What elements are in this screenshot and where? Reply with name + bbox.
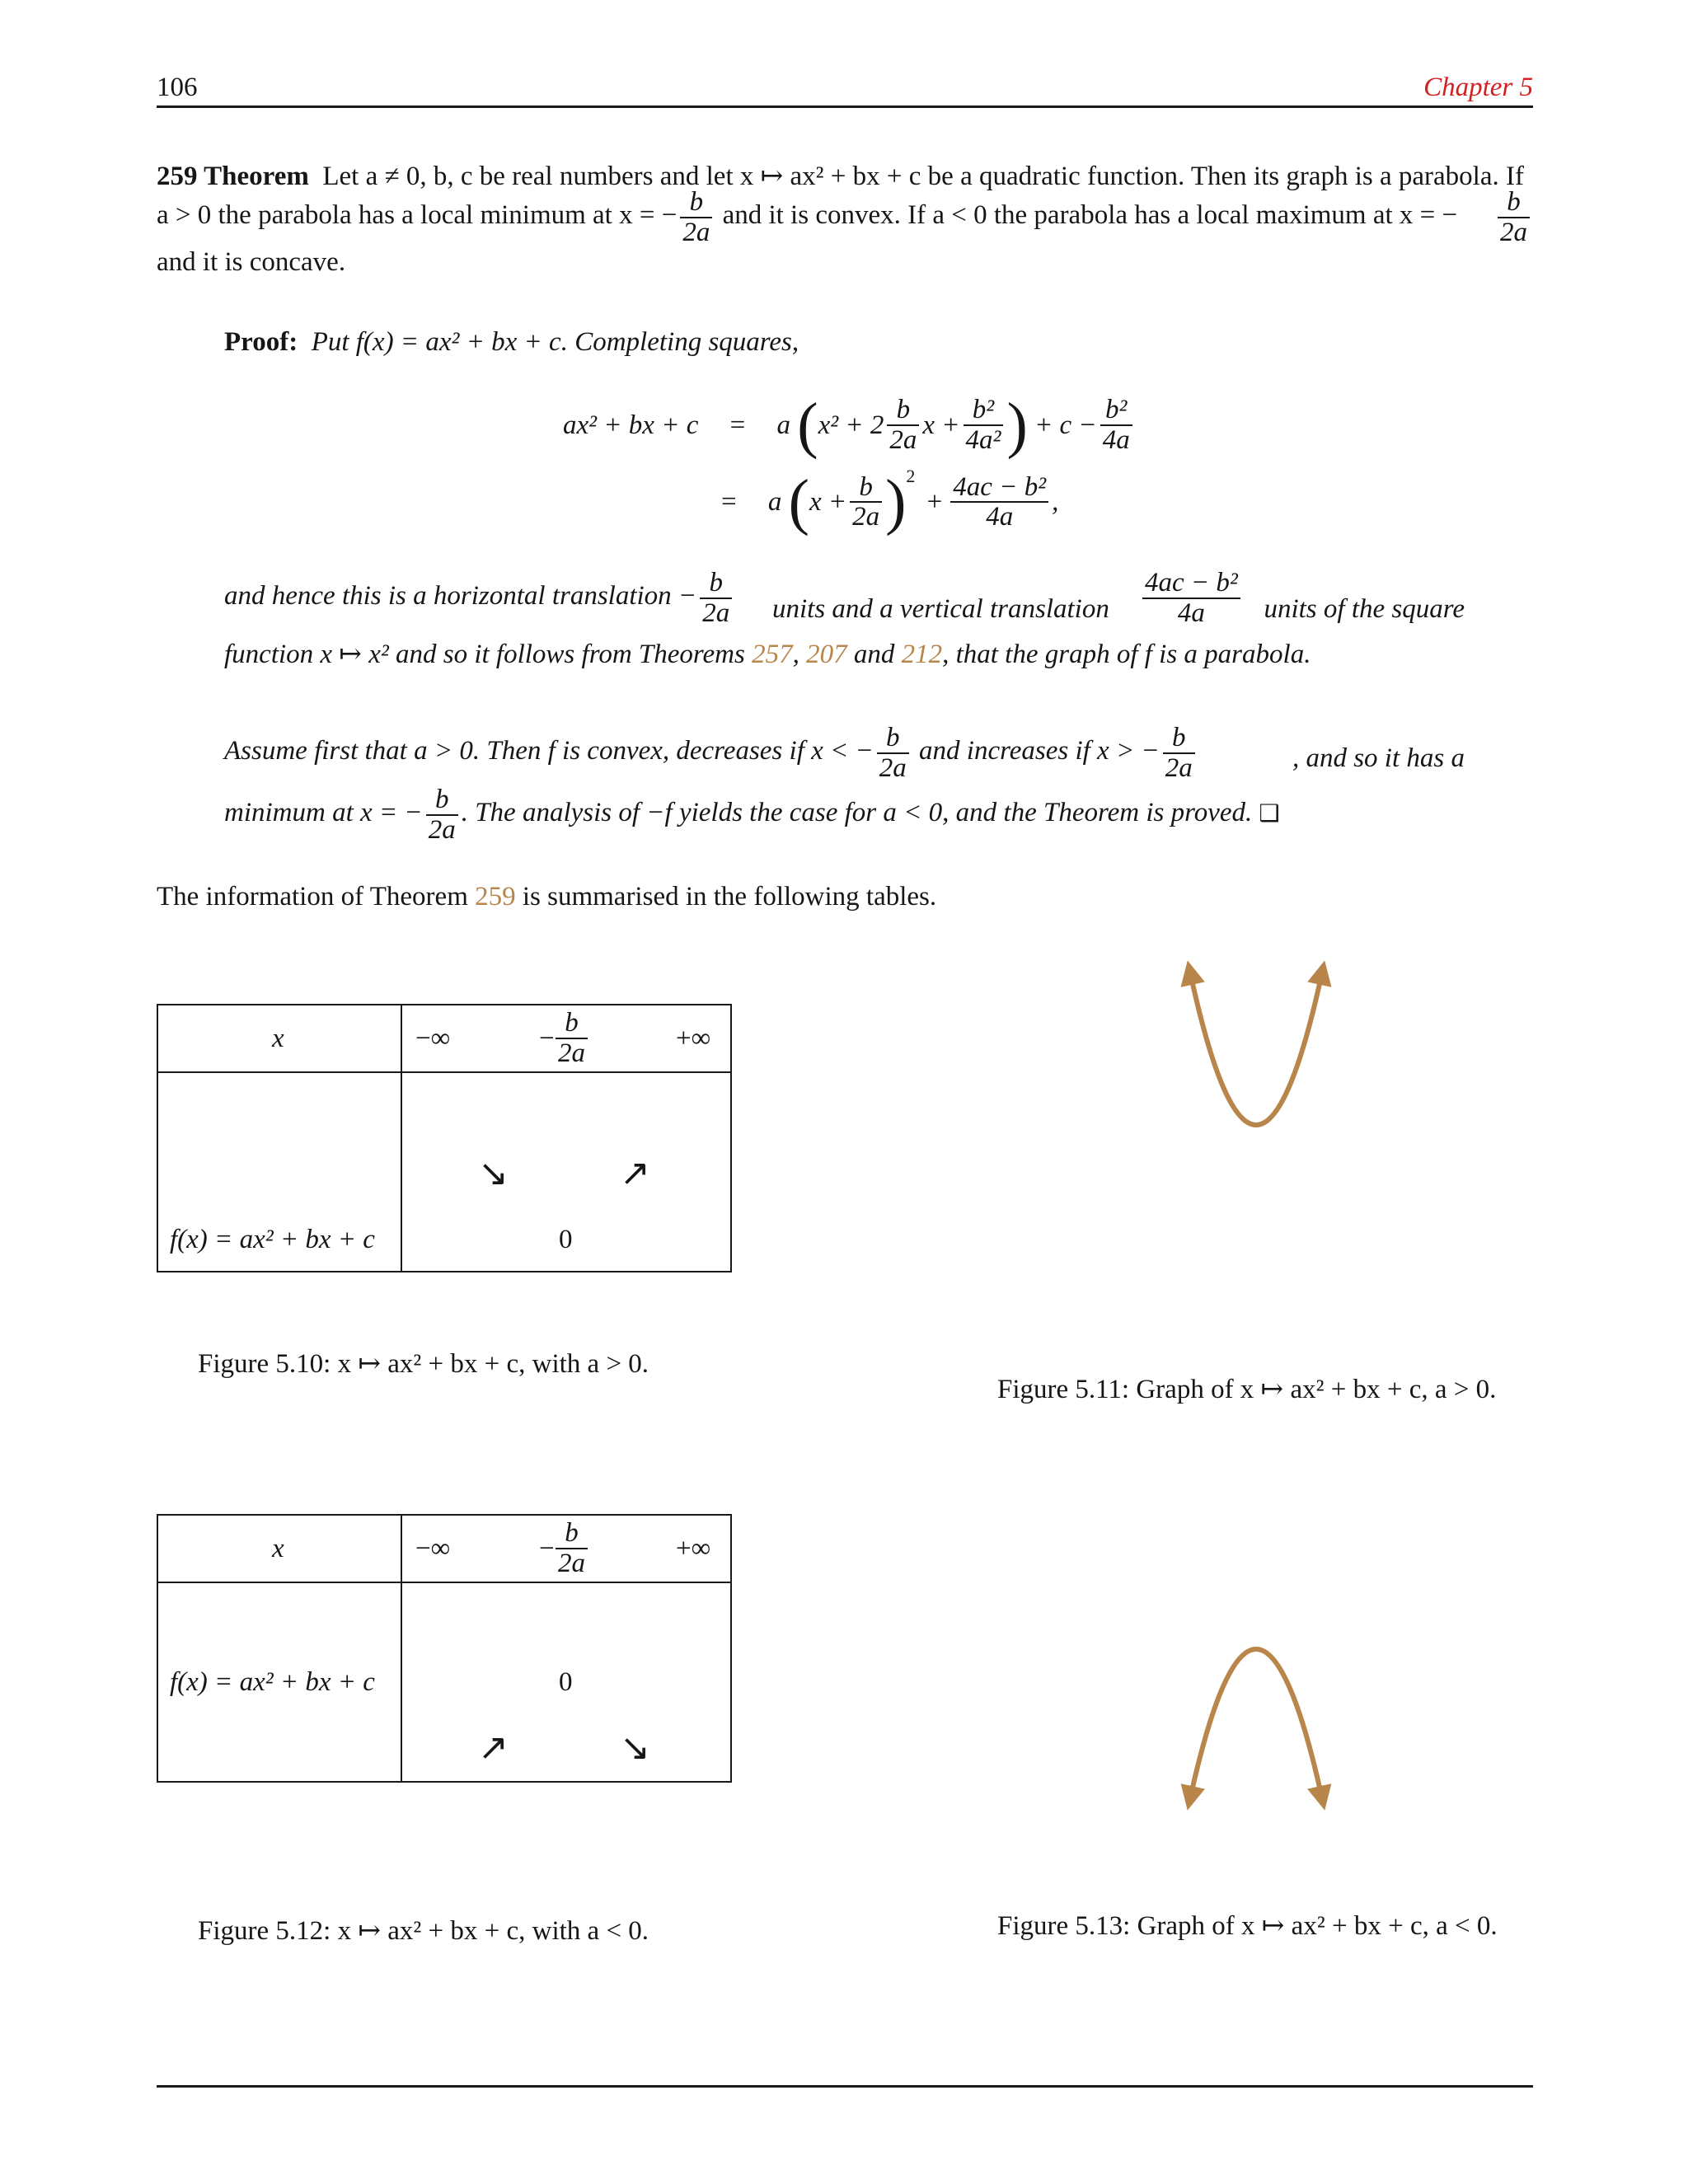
summary-line <box>157 882 936 912</box>
eq-sign-1: = <box>729 410 746 440</box>
eq2-frac-b-2a: $\frac{b}{2a}$ <box>850 473 882 532</box>
eq-sign-2: = <box>721 486 737 517</box>
trans-line2-a: function x ↦ x² and so it follows from Theorems <box>224 640 745 669</box>
min-text-a: minimum at x = − <box>224 798 423 828</box>
table1-pos-inf: +∞ <box>676 1024 711 1053</box>
table2-pos-inf: +∞ <box>676 1534 711 1563</box>
eq2-exp: 2 <box>906 466 916 486</box>
trans-frac-b-2a: $\frac{b}{2a}$ <box>700 569 732 627</box>
eq1-inner: x² + 2 <box>818 410 884 440</box>
assume-text-a: Assume first that a > 0. Then f is convex, decreases if x < − <box>224 736 874 766</box>
parabola-down-curve <box>1190 1649 1322 1798</box>
table2-minus: − <box>539 1534 555 1563</box>
eq-lhs: ax² + bx + c <box>563 410 699 440</box>
figure-5-11-caption: Figure 5.11: Graph of x ↦ ax² + bx + c, a > 0. <box>997 1375 1497 1404</box>
translation-line-1 <box>224 569 1465 627</box>
eq2-plus: + <box>926 486 943 517</box>
trans-text-c: units of the square <box>1264 594 1465 624</box>
assume-text-c: , and so it has a <box>1292 743 1465 773</box>
table2-crit-frac: $\frac{b}{2a}$ <box>556 1519 588 1577</box>
table2-zero: 0 <box>559 1667 573 1697</box>
eq1-frac-b-2a: $\frac{b}{2a}$ <box>887 396 919 454</box>
eq1-open-paren: ( <box>797 391 818 460</box>
eq1-x: x + <box>922 410 960 440</box>
qed-symbol: ❑ <box>1259 799 1280 827</box>
assume-line <box>224 724 1465 782</box>
assume-frac-2: $\frac{b}{2a}$ <box>1163 724 1195 782</box>
parabola-down-graph <box>1154 1615 1368 1830</box>
eq1-close-paren: ) <box>1006 391 1028 460</box>
theorem-frac-1: $\frac{b}{2a}$ <box>680 188 712 246</box>
eq2-a: a <box>767 486 782 517</box>
theorem-ref-212[interactable]: 212 <box>901 640 943 669</box>
figure-5-13-caption: Figure 5.13: Graph of x ↦ ax² + bx + c, a < 0. <box>997 1911 1498 1941</box>
min-text-b: . The analysis of −f yields the case for a < 0, and the Theorem is proved. <box>461 798 1253 828</box>
translation-line-2: function x ↦ x² and so it follows from Theorems 257, 207 and 212, that the graph of f is a parabola. <box>224 640 1311 669</box>
equation-line-2 <box>721 466 1059 537</box>
table2-x-label: x <box>272 1534 284 1563</box>
parabola-up-graph <box>1154 948 1368 1162</box>
theorem-text-2a: a > 0 the parabola has a local minimum at x = − <box>157 200 678 231</box>
eq2-comma: , <box>1052 486 1059 517</box>
theorem-label: 259 Theorem <box>157 162 309 191</box>
trans-frac-4acb2-4a: $\frac{\text{4ac − b²}}{4a}$ <box>1142 569 1240 627</box>
minimum-line <box>224 785 1280 844</box>
table1-f-label: f(x) = ax² + bx + c <box>170 1225 375 1254</box>
header-rule <box>157 105 1533 108</box>
page-number: 106 <box>157 73 198 102</box>
figure-5-10-caption: Figure 5.10: x ↦ ax² + bx + c, with a > 0. <box>198 1349 649 1379</box>
summary-before: The information of Theorem <box>157 882 468 912</box>
footer-rule <box>157 2085 1533 2088</box>
theorem-frac-2: $\frac{b}{2a}$ <box>1498 188 1530 246</box>
table2-f-label: f(x) = ax² + bx + c <box>170 1667 375 1697</box>
theorem-text-1: Let a ≠ 0, b, c be real numbers and let x ↦ ax² + bx + c be a quadratic function. Then its graph is a parabola. If <box>322 162 1524 191</box>
theorem-ref-207[interactable]: 207 <box>806 640 847 669</box>
table1-crit-frac: $\frac{b}{2a}$ <box>556 1009 588 1067</box>
assume-text-b: and increases if x > − <box>919 736 1160 766</box>
eq1-frac-b2-4a: $\frac{\text{b²}}{4a}$ <box>1100 396 1132 454</box>
parabola-up-curve <box>1190 972 1322 1125</box>
trans-text-b: units and a vertical translation <box>772 594 1109 624</box>
table1-zero: 0 <box>559 1225 573 1254</box>
table2-decrease-arrow: ↘ <box>620 1727 650 1769</box>
min-frac: $\frac{b}{2a}$ <box>426 785 458 844</box>
table1-increase-arrow: ↗ <box>620 1152 650 1194</box>
variation-table-2 <box>157 1514 732 1783</box>
figure-5-12-caption: Figure 5.12: x ↦ ax² + bx + c, with a < 0. <box>198 1916 649 1946</box>
table1-decrease-arrow: ↘ <box>478 1152 509 1194</box>
theorem-text-2b: and it is convex. If a < 0 the parabola has a local maximum at x = − <box>722 200 1458 231</box>
variation-table-1 <box>157 1004 732 1272</box>
table2-neg-inf: −∞ <box>415 1534 451 1563</box>
trans-line2-b: , that the graph of f is a parabola. <box>942 640 1311 669</box>
eq2-inner: x + <box>809 486 847 517</box>
table1-neg-inf: −∞ <box>415 1024 451 1053</box>
eq2-open-paren: ( <box>788 467 809 537</box>
theorem-line-2 <box>157 188 1533 246</box>
eq1-tail: + c − <box>1034 410 1097 440</box>
eq1-a: a <box>776 410 790 440</box>
eq2-frac-4acb2-4a: $\frac{\text{4ac − b²}}{4a}$ <box>950 473 1048 532</box>
table1-minus: − <box>539 1024 555 1053</box>
table1-col-divider <box>401 1005 402 1271</box>
trans-text-a: and hence this is a horizontal translation − <box>224 581 697 612</box>
proof-intro-text: Put f(x) = ax² + bx + c. Completing squares, <box>311 327 799 357</box>
theorem-line-3: and it is concave. <box>157 247 346 277</box>
theorem-line-1 <box>157 159 1524 192</box>
eq2-close-paren: ) <box>885 467 907 537</box>
table2-col-divider <box>401 1516 402 1781</box>
proof-intro <box>224 327 799 358</box>
table2-row-divider <box>158 1582 730 1583</box>
eq1-frac-b2-4a2: $\frac{\text{b²}}{\text{4a²}}$ <box>964 396 1004 454</box>
summary-after: is summarised in the following tables. <box>522 882 937 912</box>
table1-x-label: x <box>272 1024 284 1053</box>
table2-increase-arrow: ↗ <box>478 1727 509 1769</box>
chapter-title[interactable]: Chapter 5 <box>1423 73 1533 102</box>
table1-row-divider <box>158 1071 730 1073</box>
equation-line-1 <box>563 391 1136 460</box>
assume-frac-1: $\frac{b}{2a}$ <box>877 724 909 782</box>
proof-label: Proof: <box>224 327 298 357</box>
theorem-ref-259[interactable]: 259 <box>475 882 516 912</box>
theorem-ref-257[interactable]: 257 <box>752 640 793 669</box>
